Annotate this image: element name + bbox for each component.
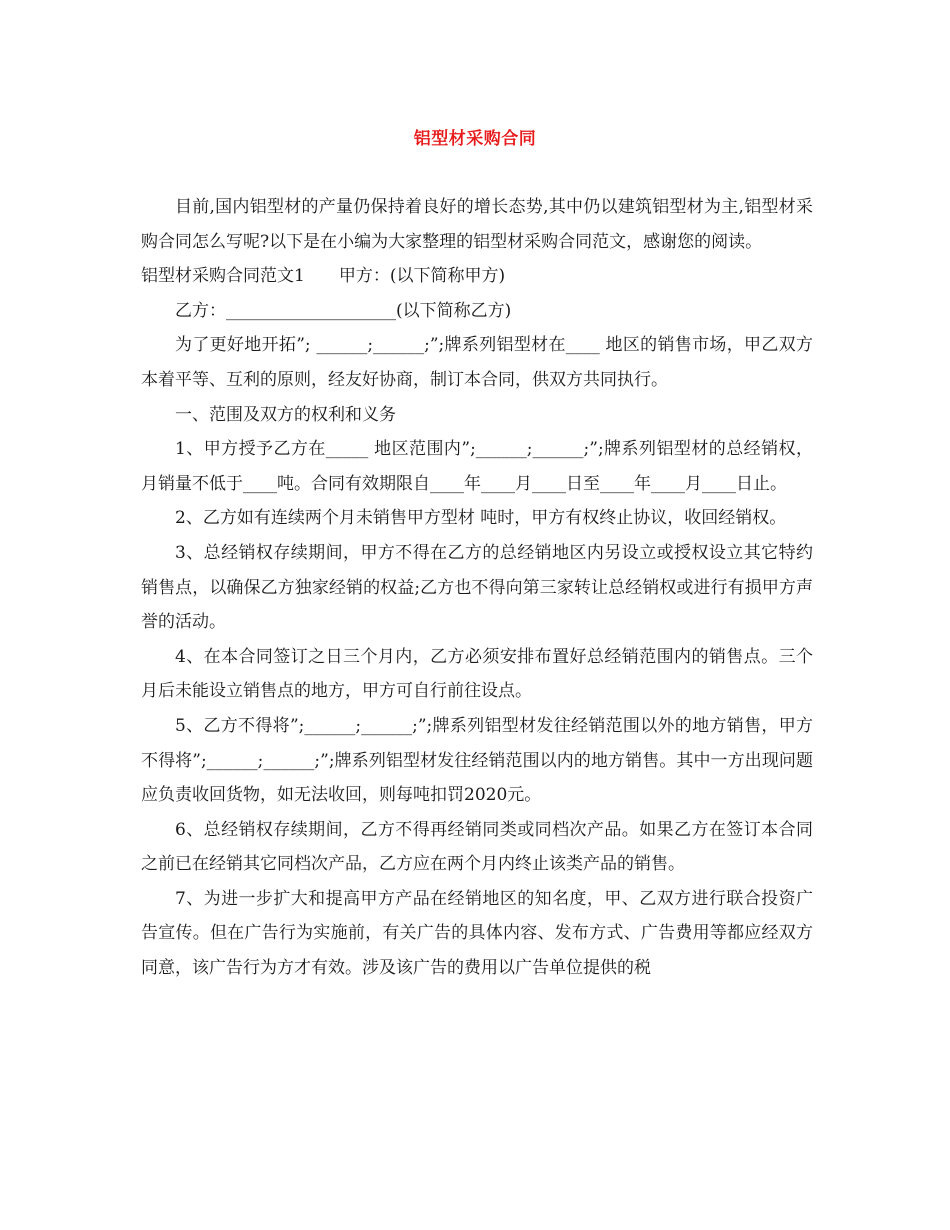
paragraph-intro: 目前,国内铝型材的产量仍保持着良好的增长态势,其中仍以建筑铝型材为主,铝型材采购合同怎么写呢?以下是在小编为大家整理的铝型材采购合同范文，感谢您的阅读。 [141,197,813,252]
document-title: 铝型材采购合同 [413,129,537,149]
clause-5: 5、乙方不得将”;______;______;”;牌系列铝型材发往经销范围以外的地方销售，甲方不得将”;______;______;”;牌系列铝型材发往经销范围以内的地方销售。其中一方出现问题应负责收回货物，如无法收回，则每吨扣罚2020元。 [141,715,813,806]
clause-3: 3、总经销权存续期间，甲方不得在乙方的总经销地区内另设立或授权设立其它特约销售点，以确保乙方独家经销的权益;乙方也不得向第三家转让总经销权或进行有损甲方声誉的活动。 [141,542,813,633]
paragraph-purpose: 为了更好地开拓”; ______;______;”;牌系列铝型材在____ 地区的销售市场，甲乙双方本着平等、互利的原则，经友好协商，制订本合同，供双方共同执行。 [141,335,813,390]
document-body [141,190,813,986]
clause-6: 6、总经销权存续期间，乙方不得再经销同类或同档次产品。如果乙方在签订本合同之前已在经销其它同档次产品，乙方应在两个月内终止该类产品的销售。 [141,819,813,875]
paragraph-party-b: 乙方：____________________(以下简称乙方) [175,300,512,321]
paragraph-sample-heading: 铝型材采购合同范文1 甲方：(以下简称甲方) [141,266,506,287]
clause-4: 4、在本合同签订之日三个月内，乙方必须安排布置好总经销范围内的销售点。三个月后未能设立销售点的地方，甲方可自行前往设点。 [141,646,813,702]
clause-2: 2、乙方如有连续两个月未销售甲方型材 吨时，甲方有权终止协议，收回经销权。 [175,508,787,529]
clause-7: 7、为进一步扩大和提高甲方产品在经销地区的知名度，甲、乙双方进行联合投资广告宣传。但在广告行为实施前，有关广告的具体内容、发布方式、广告费用等都应经双方同意，该广告行为方才有效。涉及该广告的费用以广告单位提供的税 [141,888,813,979]
section-heading-scope: 一、范围及双方的权利和义务 [175,404,396,425]
clause-1: 1、甲方授予乙方在_____ 地区范围内”;______;______;”;牌系列铝型材的总经销权，月销量不低于____吨。合同有效期限自____年____月____日至____年____月____日止。 [141,439,813,494]
